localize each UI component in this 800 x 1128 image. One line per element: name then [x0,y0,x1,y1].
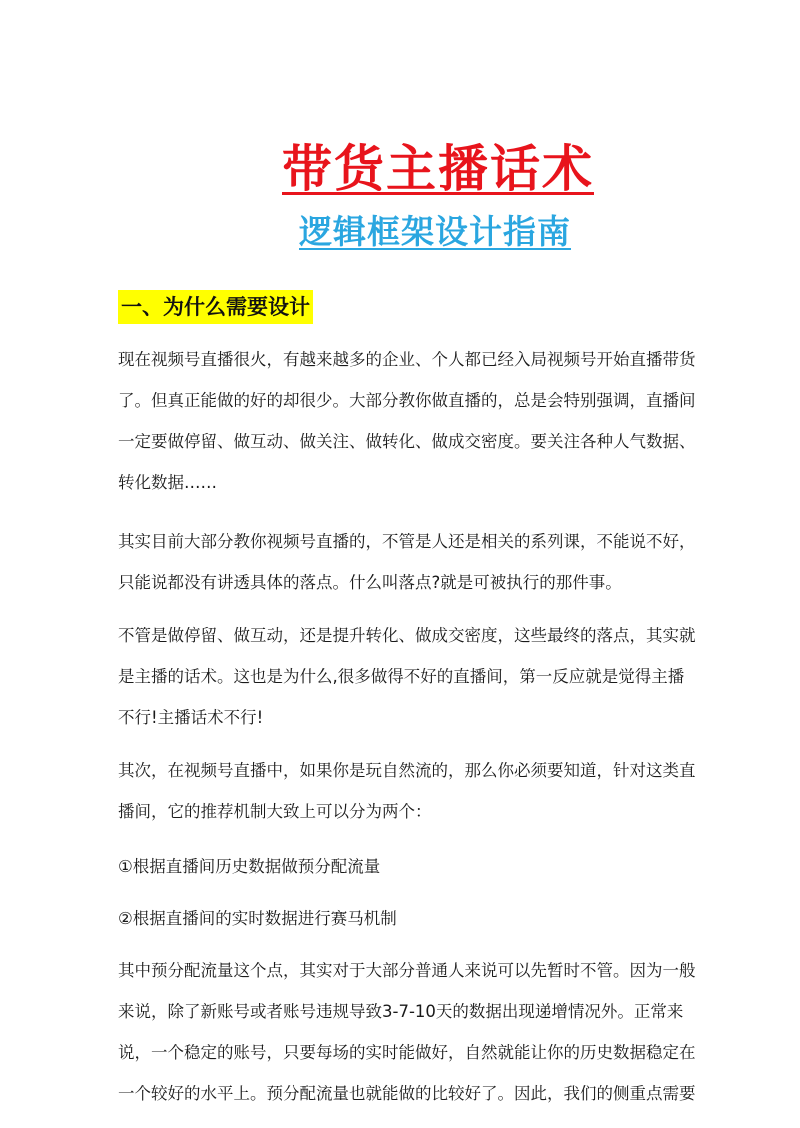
paragraph-intro [118,339,696,503]
paragraph-line: 不行!主播话术不行! [118,708,264,727]
paragraph-line: 转化数据…… [118,473,217,492]
paragraph-line: 了。但真正能做的好的却很少。大部分教你做直播的，总是会特别强调，直播间 [118,391,696,410]
list-item-realtime-race [118,898,688,939]
paragraph-pre-allocation [118,950,696,1114]
paragraph-line: 其实目前大部分教你视频号直播的，不管是人还是相关的系列课，不能说不好， [118,532,696,551]
list-item-text: ①根据直播间历史数据做预分配流量 [118,857,381,876]
paragraph-line: 其中预分配流量这个点，其实对于大部分普通人来说可以先暂时不管。因为一般 [118,961,696,980]
paragraph-line: 是主播的话术。这也是为什么,很多做得不好的直播间，第一反应就是觉得主播 [118,667,685,686]
paragraph-line: 一定要做停留、做互动、做关注、做转化、做成交密度。要关注各种人气数据、 [118,432,696,451]
list-item-history-traffic [118,846,688,887]
paragraph-host-script [118,615,696,738]
paragraph-landing-point [118,521,696,603]
paragraph-line: 一个较好的水平上。预分配流量也就能做的比较好了。因此，我们的侧重点需要 [118,1084,696,1103]
paragraph-line: 其次，在视频号直播中，如果你是玩自然流的，那么你必须要知道，针对这类直 [118,761,696,780]
document-subtitle: 逻辑框架设计指南 [299,212,571,251]
paragraph-line: 来说，除了新账号或者账号违规导致3-7-10天的数据出现递增情况外。正常来 [118,1002,684,1021]
paragraph-line: 现在视频号直播很火，有越来越多的企业、个人都已经入局视频号开始直播带货 [118,350,696,369]
paragraph-line: 播间，它的推荐机制大致上可以分为两个： [118,802,432,821]
section-heading: 一、为什么需要设计 [118,290,313,324]
list-item-text: ②根据直播间的实时数据进行赛马机制 [118,909,397,928]
paragraph-line: 说，一个稳定的账号，只要每场的实时能做好，自然就能让你的历史数据稳定在 [118,1043,696,1062]
paragraph-line: 不管是做停留、做互动，还是提升转化、做成交密度，这些最终的落点，其实就 [118,626,696,645]
paragraph-recommendation [118,750,696,832]
document-title: 带货主播话术 [282,140,594,198]
paragraph-line: 只能说都没有讲透具体的落点。什么叫落点?就是可被执行的那件事。 [118,573,622,592]
